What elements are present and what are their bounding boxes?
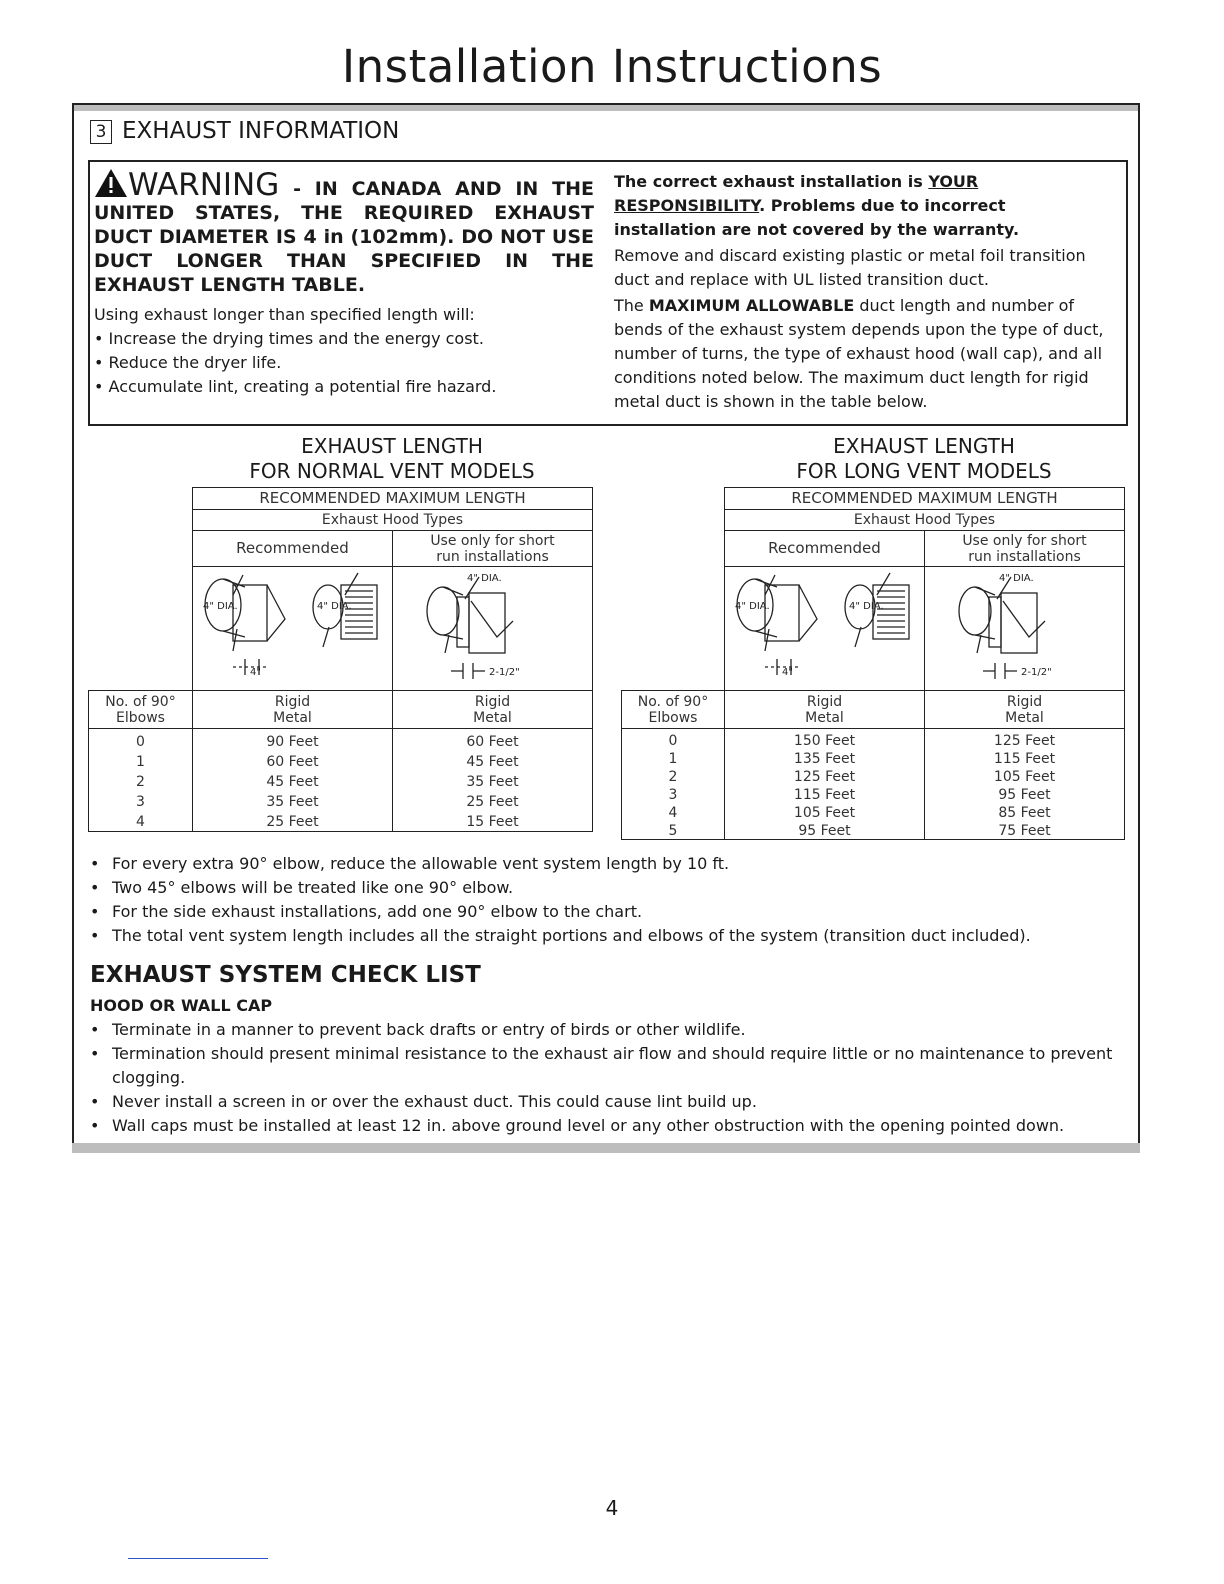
max-allowable-text: duct length and number of bends of the exhaust system depends upon the type of duct, number of turns, the type of exhaust hood (wall cap), and all conditions noted below. The maximum duct length for rigid metal duct is shown in the table below. — [614, 296, 1104, 411]
dia-label: 4" DIA. — [735, 601, 770, 612]
responsibility-paragraph — [614, 170, 1112, 242]
checklist-subtitle: HOOD OR WALL CAP — [90, 996, 273, 1015]
long-elbow-values — [621, 728, 725, 840]
table-cell: 3 — [668, 787, 678, 803]
table-cell: 125 Feet — [993, 733, 1056, 749]
table-cell: 5 — [668, 823, 678, 839]
table-cell: 4 — [668, 805, 678, 821]
warning-intro: Using exhaust longer than specified length will: — [94, 305, 475, 324]
normal-short-run-line1: Use only for short — [430, 533, 555, 549]
dim-label: 2-1/2" — [1021, 667, 1052, 678]
footer-line — [128, 1558, 268, 1559]
rigid-line1: Rigid — [806, 694, 843, 710]
section-number: 3 — [90, 120, 112, 144]
dia-label: 4" DIA. — [999, 573, 1034, 584]
list-item: • Wall caps must be installed at least 12 in. above ground level or any other obstruction with the opening pointed down. — [90, 1114, 1120, 1138]
warning-word: WARNING — [128, 167, 280, 203]
table-cell: 1 — [668, 751, 678, 767]
warning-triangle-icon — [94, 168, 128, 198]
list-item: • For the side exhaust installations, add one 90° elbow to the chart. — [90, 900, 1120, 924]
section-header — [90, 118, 399, 144]
list-item: • Two 45° elbows will be treated like one 90° elbow. — [90, 876, 1120, 900]
table-cell: 90 Feet — [266, 734, 319, 750]
long-header-max-length: RECOMMENDED MAXIMUM LENGTH — [724, 487, 1125, 510]
table-cell: 4 — [136, 814, 145, 830]
page-title: Installation Instructions — [341, 40, 883, 93]
dia-label: 4" DIA. — [467, 573, 502, 584]
table-cell: 45 Feet — [266, 774, 319, 790]
rigid-line2: Metal — [273, 710, 312, 726]
table-cell: 105 Feet — [993, 769, 1056, 785]
normal-col-elbows — [88, 690, 193, 729]
dia-label: 4" DIA. — [203, 601, 238, 612]
long-short-run-hood-illustration — [924, 566, 1125, 691]
long-recommended-values — [724, 728, 925, 840]
rigid-line1: Rigid — [474, 694, 511, 710]
normal-short-run-values — [392, 728, 593, 832]
long-col-elbows — [621, 690, 725, 729]
table-cell: 2 — [668, 769, 678, 785]
long-elbows-line2: Elbows — [648, 710, 698, 726]
normal-elbows-line1: No. of 90° — [105, 694, 176, 710]
list-item: • Never install a screen in or over the exhaust duct. This could cause lint build up. — [90, 1090, 1120, 1114]
max-allowable-paragraph — [614, 294, 1112, 414]
normal-short-run-line2: run installations — [436, 549, 549, 565]
rigid-line2: Metal — [805, 710, 844, 726]
long-table-title — [724, 434, 1124, 484]
table-cell: 85 Feet — [998, 805, 1051, 821]
table-cell: 35 Feet — [266, 794, 319, 810]
normal-col-recommended: Recommended — [192, 530, 393, 567]
table-cell: 25 Feet — [266, 814, 319, 830]
responsibility-panel — [614, 170, 1112, 416]
table-cell: 45 Feet — [466, 754, 519, 770]
hood-illustration — [725, 567, 924, 690]
dia-label: 4" DIA. — [317, 601, 352, 612]
long-col-short-run — [924, 530, 1125, 567]
table-cell: 75 Feet — [998, 823, 1051, 839]
warning-headline-text: - IN CANADA AND IN THE UNITED STATES, THE REQUIRED EXHAUST DUCT DIAMETER IS 4 in (102mm). DO NOT USE DUCT LONGER THAN SPECIFIED IN THE EXHAUST LENGTH TABLE. — [94, 178, 594, 296]
normal-short-run-hood-illustration — [392, 566, 593, 691]
table-cell: 0 — [136, 734, 145, 750]
table-cell: 1 — [136, 754, 145, 770]
normal-col-short-run — [392, 530, 593, 567]
warning-headline — [94, 168, 594, 297]
responsibility-underline: YOUR RESPONSIBILITY — [614, 172, 979, 215]
section-title: EXHAUST INFORMATION — [122, 118, 400, 144]
page-number: 4 — [605, 1496, 619, 1520]
normal-title-line2: FOR NORMAL VENT MODELS — [249, 459, 535, 483]
warning-panel — [94, 168, 594, 399]
normal-recommended-values — [192, 728, 393, 832]
warning-item: • Accumulate lint, creating a potential fire hazard. — [94, 377, 497, 396]
normal-col-rigid-metal-2 — [392, 690, 593, 729]
dim-label: 4" — [250, 667, 261, 678]
table-cell: 25 Feet — [466, 794, 519, 810]
normal-elbow-values — [88, 728, 193, 832]
long-col-rigid-metal-2 — [924, 690, 1125, 729]
table-cell: 60 Feet — [266, 754, 319, 770]
table-cell: 150 Feet — [793, 733, 856, 749]
hood-illustration — [393, 567, 592, 690]
long-short-run-values — [924, 728, 1125, 840]
list-item: • The total vent system length includes all the straight portions and elbows of the system (transition duct included). — [90, 924, 1120, 948]
hood-illustration — [925, 567, 1124, 690]
dim-label: 2-1/2" — [489, 667, 520, 678]
transition-duct-paragraph: Remove and discard existing plastic or metal foil transition duct and replace with UL listed transition duct. — [614, 246, 1086, 289]
warning-item: • Increase the drying times and the energy cost. — [94, 329, 484, 348]
table-cell: 60 Feet — [466, 734, 519, 750]
table-cell: 115 Feet — [793, 787, 856, 803]
dia-label: 4" DIA. — [849, 601, 884, 612]
max-allowable-text: The — [614, 296, 649, 315]
table-cell: 2 — [136, 774, 145, 790]
long-header-hood-types: Exhaust Hood Types — [724, 509, 1125, 531]
table-cell: 125 Feet — [793, 769, 856, 785]
long-recommended-hood-illustration — [724, 566, 925, 691]
normal-recommended-hood-illustration — [192, 566, 393, 691]
dim-label: 4" — [782, 667, 793, 678]
responsibility-text: The correct exhaust installation is — [614, 172, 929, 191]
checklist-title: EXHAUST SYSTEM CHECK LIST — [90, 962, 481, 988]
warning-item: • Reduce the dryer life. — [94, 353, 282, 372]
rigid-line2: Metal — [1005, 710, 1044, 726]
normal-title-line1: EXHAUST LENGTH — [301, 434, 483, 458]
checklist-items — [90, 1018, 1120, 1138]
table-cell: 105 Feet — [793, 805, 856, 821]
frame-bottom-shade — [72, 1143, 1140, 1153]
normal-col-rigid-metal-1 — [192, 690, 393, 729]
table-cell: 95 Feet — [998, 787, 1051, 803]
table-cell: 95 Feet — [798, 823, 851, 839]
hood-illustration — [193, 567, 392, 690]
rigid-line1: Rigid — [274, 694, 311, 710]
long-elbows-line1: No. of 90° — [637, 694, 709, 710]
responsibility-text: . Problems due to incorrect installation are not covered by the warranty. — [614, 196, 1020, 239]
table-cell: 35 Feet — [466, 774, 519, 790]
long-title-line2: FOR LONG VENT MODELS — [796, 459, 1052, 483]
long-short-run-line1: Use only for short — [962, 533, 1087, 549]
normal-header-max-length: RECOMMENDED MAXIMUM LENGTH — [192, 487, 593, 510]
long-title-line1: EXHAUST LENGTH — [833, 434, 1015, 458]
normal-elbows-line2: Elbows — [116, 710, 165, 726]
list-item: • Terminate in a manner to prevent back drafts or entry of birds or other wildlife. — [90, 1018, 1120, 1042]
exhaust-notes — [90, 852, 1120, 948]
normal-table-title — [192, 434, 592, 484]
normal-header-hood-types: Exhaust Hood Types — [192, 509, 593, 531]
rigid-line1: Rigid — [1006, 694, 1043, 710]
table-cell: 0 — [668, 733, 678, 749]
long-short-run-line2: run installations — [968, 549, 1081, 565]
table-cell: 115 Feet — [993, 751, 1056, 767]
rigid-line2: Metal — [473, 710, 512, 726]
table-cell: 15 Feet — [466, 814, 519, 830]
warning-list — [94, 327, 594, 399]
list-item: • For every extra 90° elbow, reduce the allowable vent system length by 10 ft. — [90, 852, 1120, 876]
long-col-rigid-metal-1 — [724, 690, 925, 729]
table-cell: 3 — [136, 794, 145, 810]
table-cell: 135 Feet — [793, 751, 856, 767]
list-item: • Termination should present minimal resistance to the exhaust air flow and should require little or no maintenance to prevent clogging. — [90, 1042, 1120, 1090]
max-allowable-bold: MAXIMUM ALLOWABLE — [648, 296, 855, 315]
long-col-recommended: Recommended — [724, 530, 925, 567]
